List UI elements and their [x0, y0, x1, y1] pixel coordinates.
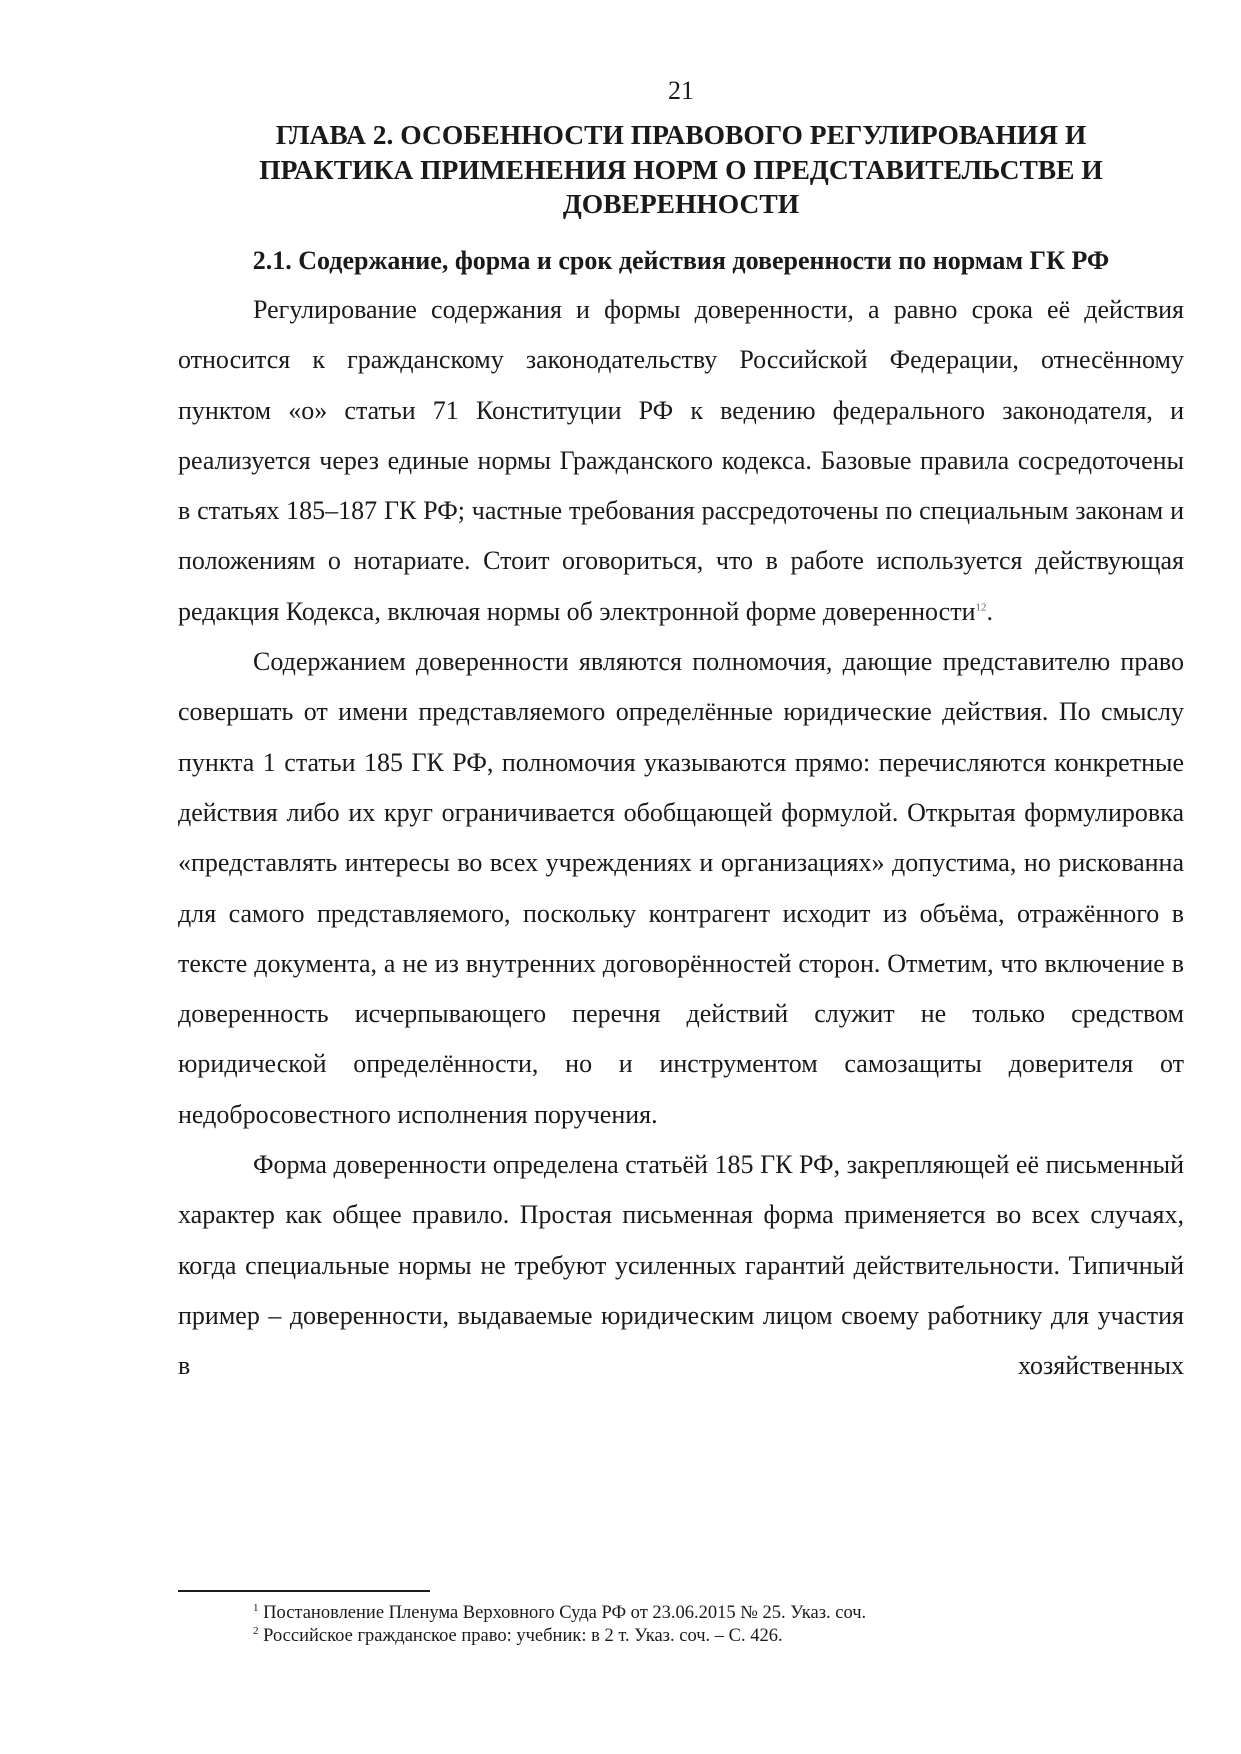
paragraph	[178, 285, 1184, 637]
footnote-separator	[178, 1590, 430, 1592]
footnote-mark: 2	[253, 1624, 259, 1637]
page-number: 21	[668, 76, 694, 105]
footnote-item	[253, 1602, 1173, 1625]
paragraph-text: Содержанием доверенности являются полномочия, дающие представителю право совершать от имени представляемого определённые юридические действия. По смыслу пункта 1 статьи 185 ГК РФ, полномочия указываются прямо: перечисляются конкретные действия либо их круг ограничивается обобщающей формулой. Открытая формулировка «представлять интересы во всех учреждениях и организациях» допустима, но рискованна для самого представляемого, поскольку контрагент исходит из объёма, отражённого в тексте документа, а не из внутренних договорённостей сторон. Отметим, что включение в доверенность исчерпывающего перечня действий служит не только средством юридической определённости, но и инструментом самозащиты доверителя от недобросовестного исполнения поручения.	[178, 647, 1184, 1129]
footnote-text: Постановление Пленума Верховного Суда РФ от 23.06.2015 № 25. Указ. соч.	[263, 1603, 867, 1623]
body-text	[178, 285, 1184, 1392]
paragraph-text: Форма доверенности определена статьёй 185 ГК РФ, закрепляющей её письменный характер как общее правило. Простая письменная форма применяется во всех случаях, когда специальные нормы не требуют усиленных гарантий действительности. Типичный пример – доверенности, выдаваемые юридическим лицом своему работнику для участия в хозяйственных	[178, 1150, 1184, 1381]
footnote-item	[253, 1625, 1173, 1648]
paragraph-end: .	[986, 596, 993, 626]
paragraph	[178, 1140, 1184, 1391]
footnote-mark: 1	[253, 1601, 259, 1614]
footnote-text: Российское гражданское право: учебник: в 2 т. Указ. соч. – С. 426.	[263, 1626, 783, 1646]
footnote-reference[interactable]: 12	[975, 601, 987, 614]
paragraph	[178, 637, 1184, 1140]
section-title: 2.1. Содержание, форма и срок действия доверенности по нормам ГК РФ	[252, 246, 1110, 275]
chapter-title: ГЛАВА 2. ОСОБЕННОСТИ ПРАВОВОГО РЕГУЛИРОВАНИЯ И ПРАКТИКА ПРИМЕНЕНИЯ НОРМ О ПРЕДСТАВИТЕЛЬСТВЕ И ДОВЕРЕННОСТИ	[259, 119, 1103, 219]
footnotes	[253, 1602, 1173, 1648]
paragraph-text: Регулирование содержания и формы доверенности, а равно срока её действия относится к гражданскому законодательству Российской Федерации, отнесённому пунктом «о» статьи 71 Конституции РФ к ведению федерального законодателя, и реализуется через единые нормы Гражданского кодекса. Базовые правила сосредоточены в статьях 185–187 ГК РФ; частные требования рассредоточены по специальным законам и положениям о нотариате. Стоит оговориться, что в работе используется действующая редакция Кодекса, включая нормы об электронной форме доверенности	[178, 295, 1184, 626]
